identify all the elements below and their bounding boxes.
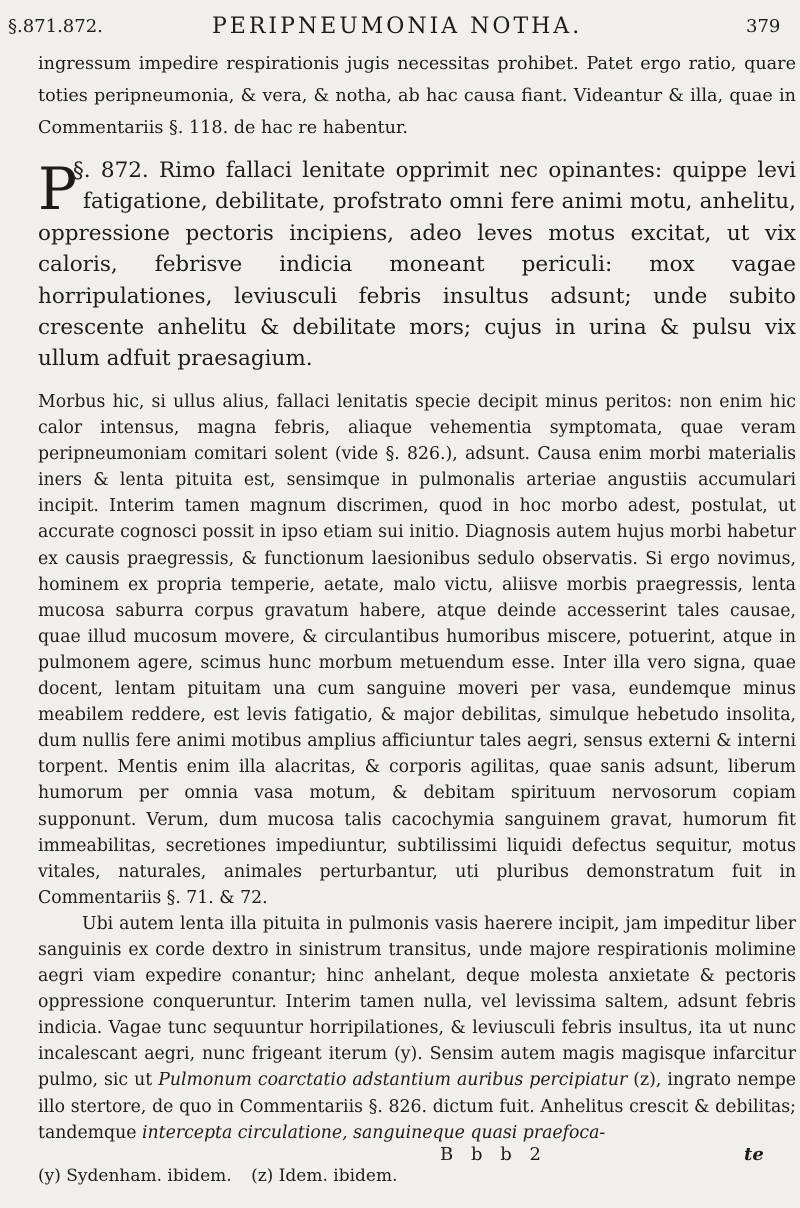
section-872 [38,155,796,375]
signature-mark: B b b 2 [440,1144,547,1165]
section-range: §.871.872. [8,16,103,37]
footnote-y: (y) Sydenham. ibidem. [38,1166,232,1186]
footnote-z: (z) Idem. ibidem. [251,1166,398,1186]
page-number: 379 [746,16,781,37]
commentary-p2-start: Ubi autem lenta illa pituita in pulmonis vasis haerere incipit, jam impeditur liber sanguinis ex corde dextro in sinistrum transitus, unde majore respirationis molimine aegri viam expedire conantur; hinc anhelant, deque molesta anxietate & pectoris oppressione conqueruntur. Interim tamen nulla, vel levissima saltem, adsunt febris indicia. Vagae tunc sequuntur horripilationes, & leviusculi febris insultus, ita ut nunc incalescant aegri, nunc frigeant iterum (y). Sensim autem magis magisque infarcitur pulmo, sic ut [38,913,796,1091]
running-header [0,14,800,50]
commentary-p2-italic-1: Pulmonum coarctatio adstantium auribus percipiatur [158,1070,628,1091]
catchword: te [744,1144,764,1165]
section-label: §. 872. [73,158,149,183]
running-title: PERIPNEUMONIA NOTHA. [212,14,583,39]
commentary [38,389,796,1146]
footnotes [38,1166,412,1186]
carryover-paragraph: ingressum impedire respirationis jugis necessitas prohibet. Patet ergo ratio, quare toties peripneumonia, & vera, & notha, ab hac causa fiant. Videantur & illa, quae in Commentariis §. 118. de hac re habentur. [38,54,796,138]
commentary-paragraph-1: Morbus hic, si ullus alius, fallaci lenitatis specie decipit minus peritos: non enim hic calor intensus, magna febris, aliaque vehementia symptomata, quae veram peripneumoniam comitari solent (vide §. 826.), adsunt. Causa enim morbi materialis iners & lenta pituita est, sensimque in pulmonalis arteriae angustiis accumulari incipit. Interim tamen magnum discrimen, quod in hoc morbo adest, postulat, ut accurate cognosci possit in ipso etiam sui initio. Diagnosis autem hujus morbi habetur ex causis praegressis, & functionum laesionibus sedulo observatis. Si ergo novimus, hominem ex propria temperie, aetate, malo victu, aliisve morbis praegressis, lenta mucosa saburra corpus gravatum habere, atque deinde accesserint tales causae, quae illud mucosum movere, & circulantibus humoribus miscere, potuerint, atque in pulmonem agere, scimus hunc morbum metuendum esse. Inter illa vero signa, quae docent, lentam pituitam una cum sanguine moveri per vasa, eundemque minus meabilem reddere, est levis fatigatio, & major debilitas, simulque hebetudo insolita, dum nullis fere animi motibus amplius afficiuntur tales aegri, sensus externi & interni torpent. Mentis enim illa alacritas, & corporis agilitas, quae sanis adsunt, liberum humorum per omnia vasa motum, & debitam spirituum nervosorum copiam supponunt. Verum, dum mucosa talis cacochymia sanguinem gravat, humorum fit immeabilitas, secretiones impediuntur, subtilissimi liquidi defectus sequitur, motus vitales, naturales, animales perturbantur, uti pluribus demonstratum fuit in Commentariis §. 71. & 72. [38,392,796,908]
aphorism-text: Rimo fallaci lenitate opprimit nec opinantes: quippe levi fatigatione, debilitate, profstrato omni fere animi motu, anhelitu, oppressione pectoris incipiens, adeo leves motus excitat, ut vix caloris, febrisve indicia moneant periculi: mox vagae horripulationes, leviusculi febris insultus adsunt; unde subito crescente anhelitu & debilitate mors; cujus in urina & pulsu vix ullum adfuit praesagium. [38,158,796,372]
drop-cap: P [38,155,78,223]
commentary-p2-mid: (z), ingrato nempe illo stertore, de quo in Commentariis §. 826. dictum fuit. Anhelitus crescit & debilitas; tandemque [38,1070,797,1143]
aphorism-paragraph [38,155,796,375]
commentary-p2-italic-2: intercepta circulatione, sanguineque quasi praefoca- [141,1122,606,1143]
carryover-paragraph-block [38,48,796,144]
commentary-paragraph-2 [38,911,796,1146]
